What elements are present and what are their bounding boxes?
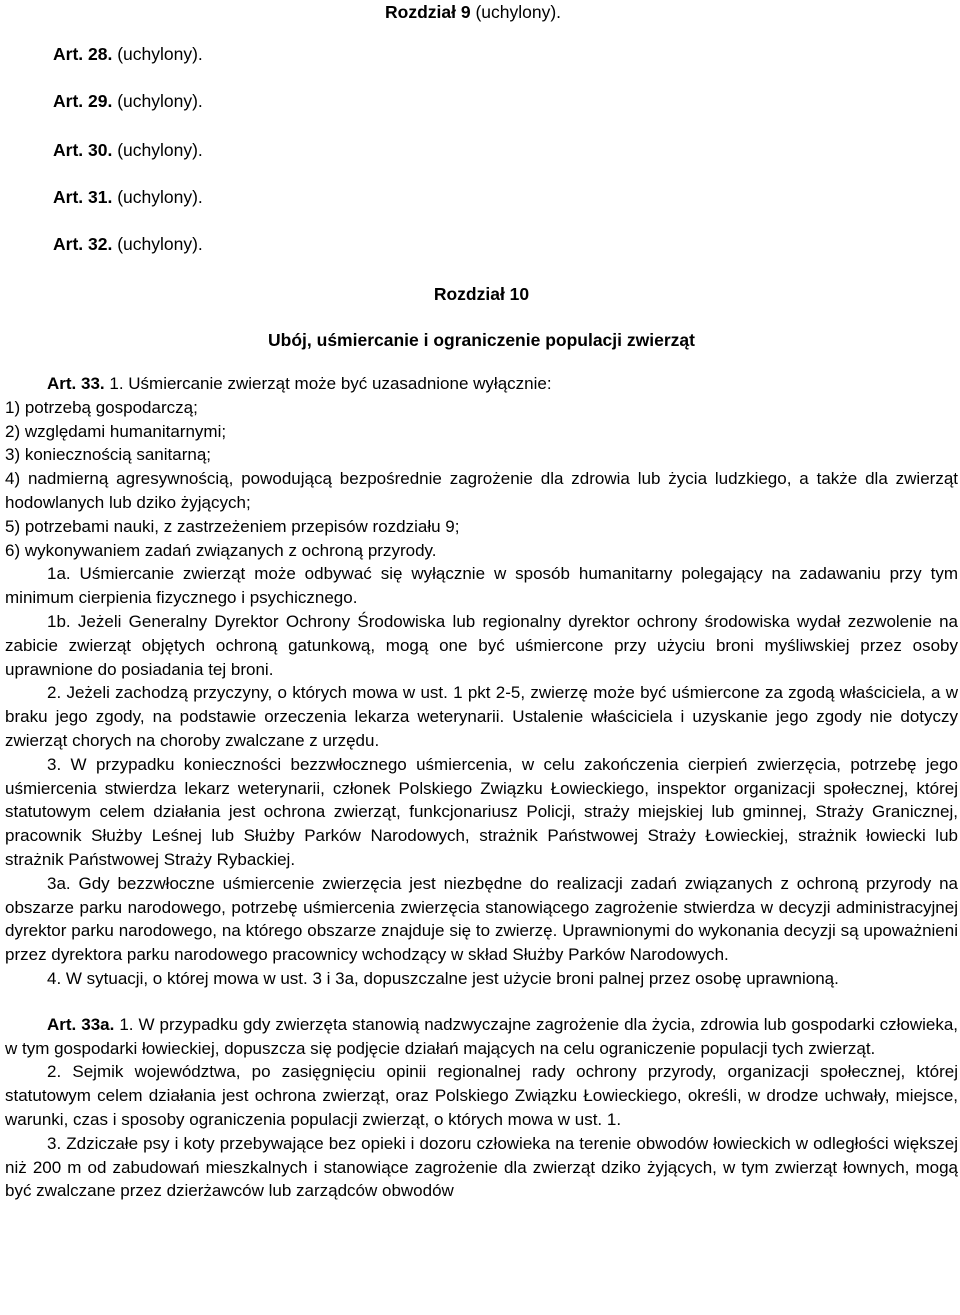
chapter-9-status: (uchylony). bbox=[470, 2, 562, 22]
art-33-paragraph-1a: 1a. Uśmiercanie zwierząt może odbywać się wyłącznie w sposób humanitarny polegający na zadawaniu przy tym minimum cierpienia fizycznego i psychicznego. bbox=[5, 564, 958, 608]
article-label: Art. 32. bbox=[53, 234, 113, 254]
art-33-p1-text: 1. Uśmiercanie zwierząt może być uzasadnione wyłącznie: bbox=[104, 374, 552, 393]
art-33a-paragraph-2: 2. Sejmik województwa, po zasięgnięciu opinii regionalnej rady ochrony przyrody, organizacji społecznej, której statutowym celem działania jest ochrona zwierząt, oraz Polskiego Związku Łowieckiego, określi, w drodze uchwały, miejsce, warunki, czas i sposoby ograniczenia populacji zwierząt, o których mowa w ust. 1. bbox=[5, 1062, 958, 1129]
art-33-paragraph-1 bbox=[5, 372, 958, 396]
chapter-10-body bbox=[5, 372, 958, 1203]
list-item: 1) potrzebą gospodarczą; bbox=[5, 397, 198, 417]
repealed-article bbox=[53, 43, 203, 67]
article-status: (uchylony). bbox=[112, 234, 203, 254]
article-label: Art. 28. bbox=[53, 44, 113, 64]
art-33-paragraph-4: 4. W sytuacji, o której mowa w ust. 3 i 3a, dopuszczalne jest użycie broni palnej przez osobę uprawnioną. bbox=[47, 968, 839, 988]
repealed-article bbox=[53, 233, 203, 257]
repealed-article bbox=[53, 139, 203, 163]
section-gap bbox=[5, 991, 958, 1013]
article-status: (uchylony). bbox=[112, 91, 203, 111]
article-label: Art. 29. bbox=[53, 91, 113, 111]
art-33a-label: Art. 33a. bbox=[47, 1014, 115, 1034]
art-33a-paragraph-3: 3. Zdziczałe psy i koty przebywające bez opieki i dozoru człowieka na terenie obwodów łowieckich w odległości większej niż 200 m od zabudowań mieszkalnych i stanowiące zagrożenie dla zwierząt dziko żyjących, w tym zwierząt łownych, mogą być zwalczane przez dzierżawców lub zarządców obwodów bbox=[5, 1133, 958, 1201]
art-33a-p1-text: 1. W przypadku gdy zwierzęta stanowią nadzwyczajne zagrożenie dla życia, zdrowia lub gospodarki człowieka, w tym gospodarki łowieckiej, dopuszcza się podjęcie działań mających na celu ograniczenie populacji tych zwierząt. bbox=[5, 1014, 958, 1058]
art-33-paragraph-3a: 3a. Gdy bezzwłoczne uśmiercenie zwierzęcia jest niezbędne do realizacji zadań związanych z ochroną przyrody na obszarze parku narodowego, potrzebę uśmiercenia zwierzęcia stanowiącego zagrożenie stwierdza w decyzji administracyjnej dyrektor parku narodowego, na którego obszarze znajduje się to zwierzę. Uprawnionymi do wykonania decyzji są upoważnieni przez dyrektora parku narodowego pracownicy wchodzący w skład Służby Parków Narodowych. bbox=[5, 873, 958, 965]
repealed-article bbox=[53, 90, 203, 114]
chapter-10-label: Rozdział 10 bbox=[433, 284, 530, 304]
article-status: (uchylony). bbox=[112, 187, 203, 207]
art-33-label: Art. 33. bbox=[47, 374, 105, 393]
repealed-article bbox=[53, 186, 203, 210]
art-33a-paragraph-1 bbox=[5, 1013, 958, 1061]
list-item: 4) nadmierną agresywnością, powodującą bezpośrednie zagrożenie dla zdrowia lub życia ludzkiego, a także dla zwierząt hodowlanych lub dziko żyjących; bbox=[5, 469, 958, 512]
art-33-paragraph-2: 2. Jeżeli zachodzą przyczyny, o których mowa w ust. 1 pkt 2-5, zwierzę może być uśmiercone za zgodą właściciela, a w braku jego zgody, na podstawie orzeczenia lekarza weterynarii. Ustalenie właściciela i uzyskanie jego zgody nie dotyczy zwierząt chorych na choroby zwalczane z urzędu. bbox=[5, 683, 958, 750]
article-label: Art. 30. bbox=[53, 140, 113, 160]
art-33-paragraph-1b: 1b. Jeżeli Generalny Dyrektor Ochrony Środowiska lub regionalny dyrektor ochrony środowiska wydał zezwolenie na zabicie zwierząt objętych ochroną gatunkową, mogą one być uśmiercone przy użyciu broni myśliwskiej przez osoby uprawnione do posiadania tej broni. bbox=[5, 611, 958, 679]
chapter-10-title: Ubój, uśmiercanie i ograniczenie populacji zwierząt bbox=[268, 330, 695, 350]
art-33-paragraph-3: 3. W przypadku konieczności bezzwłocznego uśmiercenia, w celu zakończenia cierpień zwierzęcia, potrzebę jego uśmiercenia stwierdza lekarz weterynarii, członek Polskiego Związku Łowieckiego, inspektor organizacji społecznej, której statutowym celem działania jest ochrona zwierząt, funkcjonariusz Policji, straży miejskiej lub gminnej, Straży Granicznej, pracownik Służby Leśnej lub Służby Parków Narodowych, strażnik Państwowej Straży Łowieckiej, strażnik łowiecki lub strażnik Państwowej Straży Rybackiej. bbox=[5, 754, 958, 869]
article-status: (uchylony). bbox=[112, 140, 203, 160]
article-label: Art. 31. bbox=[53, 187, 113, 207]
list-item: 6) wykonywaniem zadań związanych z ochroną przyrody. bbox=[5, 540, 437, 560]
list-item: 3) koniecznością sanitarną; bbox=[5, 445, 212, 465]
chapter-9-heading bbox=[385, 0, 561, 24]
article-status: (uchylony). bbox=[112, 44, 203, 64]
list-item: 5) potrzebami nauki, z zastrzeżeniem przepisów rozdziału 9; bbox=[5, 516, 460, 536]
chapter-9-label: Rozdział 9 bbox=[385, 2, 471, 22]
list-item: 2) względami humanitarnymi; bbox=[5, 421, 227, 441]
